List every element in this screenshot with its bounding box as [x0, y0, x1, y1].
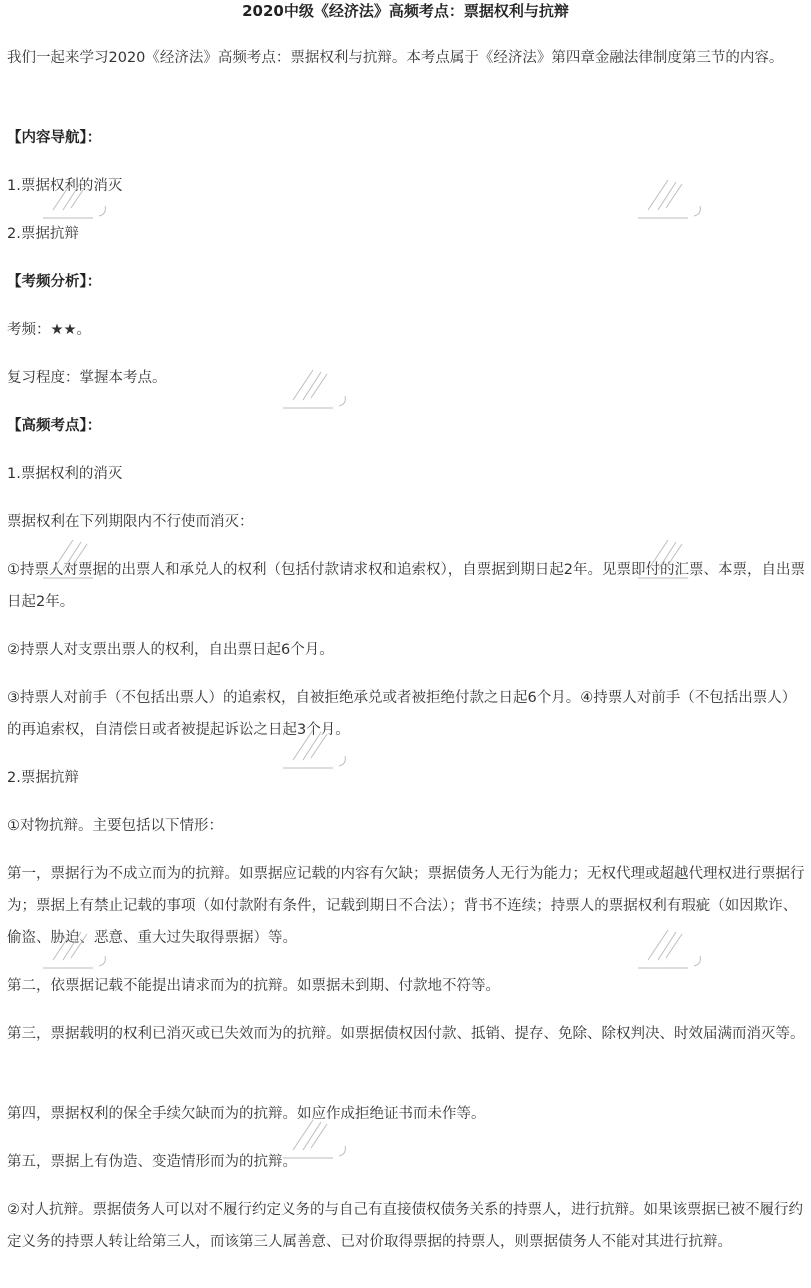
frequency-rating: 考频：★★。	[7, 322, 91, 338]
review-level: 复习程度：掌握本考点。	[7, 370, 167, 386]
subheading-rights-extinction: 1.票据权利的消灭	[7, 466, 123, 482]
paragraph-defense-third: 第三，票据载明的权利已消灭或已失效而为的抗辩。如票据债权因付款、抵销、提存、免除、除权判决、时效届满而消灭等。	[7, 1026, 805, 1042]
section-heading-frequency: 【考频分析】：	[7, 274, 102, 290]
section-heading-navigation: 【内容导航】：	[7, 130, 102, 146]
paragraph-personal-defense: ②对人抗辩。票据债务人可以对不履行约定义务的与自己有直接债权债务关系的持票人，进行抗辩。如果该票据已被不履行约定义务的持票人转让给第三人，而该第三人属善意、已对价取得票据的持票人，则票据债务人不能对其进行抗辩。	[7, 1202, 803, 1250]
paragraph-defense-intro: ①对物抗辩。主要包括以下情形：	[7, 818, 223, 834]
paragraph-intro: 我们一起来学习2020《经济法》高频考点：票据权利与抗辩。本考点属于《经济法》第四章金融法律制度第三节的内容。	[7, 50, 784, 66]
paragraph-defense-fourth: 第四，票据权利的保全手续欠缺而为的抗辩。如应作成拒绝证书而未作等。	[7, 1106, 486, 1122]
paragraph-rights-item-3-4: ③持票人对前手（不包括出票人）的追索权，自被拒绝承兑或者被拒绝付款之日起6个月。④持票人对前手（不包括出票人）的再追索权，自清偿日或者被提起诉讼之日起3个月。	[7, 690, 797, 738]
paragraph-defense-fifth: 第五，票据上有伪造、变造情形而为的抗辩。	[7, 1154, 297, 1170]
paragraph-defense-first: 第一，票据行为不成立而为的抗辩。如票据应记载的内容有欠缺；票据债务人无行为能力；无权代理或超越代理权进行票据行为；票据上有禁止记载的事项（如付款附有条件，记载到期日不合法）；背书不连续；持票人的票据权利有瑕疵（如因欺诈、偷盗、胁迫、恶意、重大过失取得票据）等。	[7, 866, 805, 946]
paragraph-rights-intro: 票据权利在下列期限内不行使而消灭：	[7, 514, 254, 530]
paragraph-rights-item-2: ②持票人对支票出票人的权利，自出票日起6个月。	[7, 642, 334, 658]
section-heading-key-points: 【高频考点】：	[7, 418, 102, 434]
page-title: 2020中级《经济法》高频考点：票据权利与抗辩	[242, 2, 569, 20]
nav-item-1: 1.票据权利的消灭	[7, 178, 123, 194]
subheading-defense: 2.票据抗辩	[7, 770, 79, 786]
paragraph-rights-item-1: ①持票人对票据的出票人和承兑人的权利（包括付款请求权和追索权），自票据到期日起2年。见票即付的汇票、本票，自出票日起2年。	[7, 562, 805, 610]
paragraph-defense-second: 第二，依票据记载不能提出请求而为的抗辩。如票据未到期、付款地不符等。	[7, 978, 500, 994]
nav-item-2: 2.票据抗辩	[7, 226, 79, 242]
